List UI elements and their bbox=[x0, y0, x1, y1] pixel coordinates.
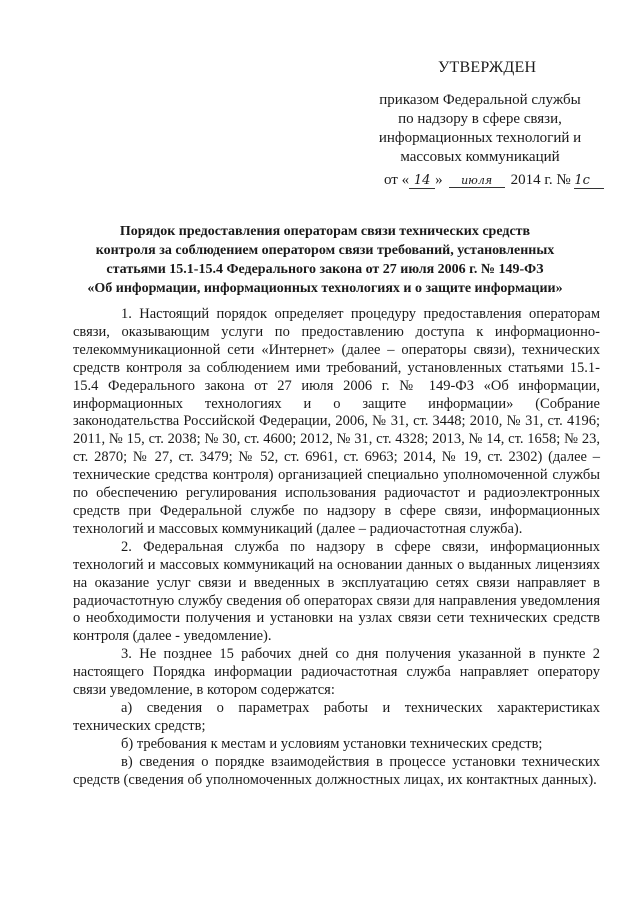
title-line: Порядок предоставления операторам связи технических средств bbox=[119, 224, 531, 239]
paragraph-1: 1. Настоящий порядок определяет процедуру предоставления операторам связи, оказывающим услуги по предоставлению доступа к информационно-телекоммуникационной сети «Интернет» (далее – операторы связи), технических средств контроля за соблюдением ими требований, установленных статьями 15.1-15.4 Федерального закона от 27 июля 2006 г. № 149-ФЗ «Об информации, информационных технологиях и о защите информации» (Собрание законодательства Российской Федерации, 2006, № 31, ст. 3448; 2010, № 31, ст. 4196; 2011, № 15, ст. 2038; № 30, ст. 4600; 2012, № 31, ст. 4328; 2013, № 14, ст. 1658; № 23, ст. 2870; № 27, ст. 3479; № 52, ст. 6961, ст. 6963; 2014, № 19, ст. 2302) (далее – технические средства контроля) организацией специально уполномоченной службы по обеспечению регулирования использования радиочастот и радиоэлектронных средств при Федеральной службе по надзору в сфере связи, информационных технологий и массовых коммуникаций (далее – радиочастотная служба). bbox=[73, 306, 600, 537]
title-line: «Об информации, информационных технологиях и о защите информации» bbox=[87, 281, 563, 296]
paragraph-3: 3. Не позднее 15 рабочих дней со дня получения указанной в пункте 2 настоящего Порядка информации радиочастотная служба направляет оператору связи уведомление, в котором содержатся: bbox=[73, 646, 600, 699]
paragraph-2: 2. Федеральная служба по надзору в сфере связи, информационных технологий и массовых коммуникаций на основании данных о выданных лицензиях на оказание услуг связи и введенных в эксплуатацию сетях связи направляет в радиочастотную службу сведения об операторах связи для направления уведомления о необходимости получения и установки на узлах связи сети технических средств контроля (далее - уведомление). bbox=[73, 538, 600, 645]
date-prefix: от « bbox=[384, 172, 410, 188]
order-line: информационных технологий и bbox=[378, 130, 582, 146]
approved-heading: УТВЕРЖДЕН bbox=[438, 59, 537, 76]
handwritten-month: июля bbox=[449, 174, 505, 188]
order-line: массовых коммуникаций bbox=[400, 149, 560, 165]
list-item-a: а) сведения о параметрах работы и технических характеристиках технических средств; bbox=[73, 699, 600, 734]
title-line: контроля за соблюдением оператором связи требований, установленных bbox=[95, 243, 555, 258]
order-line: приказом Федеральной службы bbox=[379, 92, 581, 108]
list-item-b: б) требования к местам и условиям установки технических средств; bbox=[121, 735, 543, 752]
handwritten-day: 14 bbox=[409, 173, 435, 189]
document-title bbox=[40, 222, 610, 298]
order-issuer bbox=[360, 91, 600, 167]
document-body bbox=[73, 306, 600, 789]
order-line: по надзору в сфере связи, bbox=[398, 111, 562, 127]
order-date-line bbox=[384, 172, 604, 189]
handwritten-order-number: 1с bbox=[574, 173, 604, 189]
date-close: » bbox=[435, 172, 443, 188]
title-line: статьями 15.1-15.4 Федерального закона от 27 июля 2006 г. № 149-ФЗ bbox=[106, 262, 544, 277]
year-number-label: 2014 г. № bbox=[510, 172, 571, 188]
list-item-c: в) сведения о порядке взаимодействия в процессе установки технических средств (сведения об уполномоченных должностных лицах, их контактных данных). bbox=[73, 753, 600, 788]
